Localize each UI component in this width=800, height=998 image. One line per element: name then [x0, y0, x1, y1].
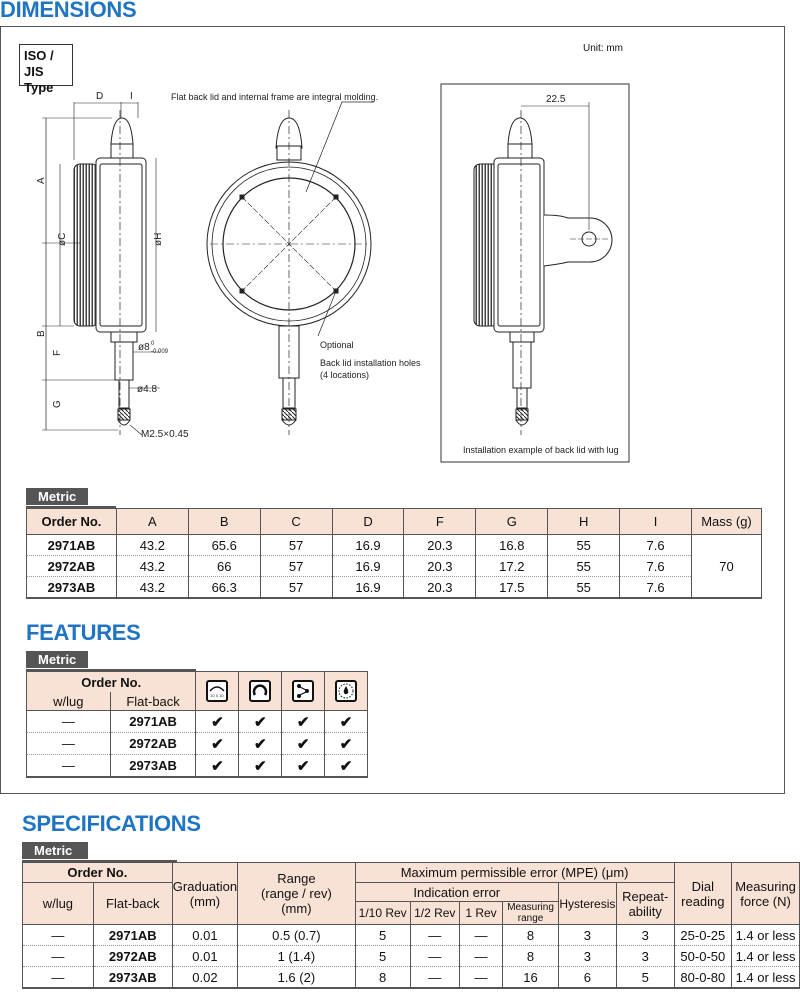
spec-wlug-header: w/lug: [23, 883, 94, 925]
spec-force-header: [732, 863, 800, 925]
spec-graduation-header: [172, 863, 237, 925]
caption-lug: Installation example of back lid with lug: [463, 445, 619, 455]
header-h: H: [548, 509, 620, 535]
table-row: [23, 925, 800, 946]
features-wlug-header: w/lug: [27, 692, 111, 711]
table-row: [27, 577, 762, 599]
dial-reading-cell: 80-0-80: [674, 967, 732, 989]
dim-stem-tol-top: 0: [151, 341, 155, 347]
check-cell: ✔: [239, 733, 282, 755]
wlug-cell: —: [27, 755, 111, 778]
spec-mpe-header: Maximum permissible error (MPE) (μm): [355, 863, 674, 883]
range-cell: 1.6 (2): [238, 967, 356, 989]
feature-icon-cell: [239, 672, 282, 711]
graduation-cell: 0.01: [172, 946, 237, 967]
check-cell: ✔: [196, 755, 239, 778]
value-cell: 16.9: [332, 535, 404, 556]
force-cell: 1.4 or less: [732, 967, 800, 989]
spec-order-no: Order No.: [23, 863, 173, 883]
wlug-cell: —: [23, 946, 94, 967]
dim-thread-label: M2.5×0.45: [141, 429, 189, 440]
dial-line2: reading: [681, 893, 725, 909]
dim-a-label: A: [36, 177, 47, 184]
wlug-cell: —: [23, 967, 94, 989]
value-cell: 55: [548, 577, 620, 599]
spec-header-row-1: [23, 863, 800, 883]
check-cell: ✔: [325, 711, 368, 733]
metric-label: Metric: [38, 652, 77, 667]
flatback-cell: 2972AB: [110, 733, 196, 755]
dim-lug-label: 22.5: [546, 94, 566, 105]
measuring-range-cell: 8: [503, 946, 559, 967]
flatback-cell: 2971AB: [110, 711, 196, 733]
value-cell: 65.6: [188, 535, 260, 556]
header-b: B: [188, 509, 260, 535]
value-cell: 20.3: [404, 556, 476, 577]
order-no-cell: 2971AB: [27, 535, 117, 556]
metric-label: Metric: [38, 489, 77, 504]
rev2-cell: —: [410, 925, 459, 946]
dim-i-label: I: [130, 91, 133, 102]
repeat-line2: ability: [628, 903, 662, 919]
bezel-clamp-icon: [292, 680, 314, 702]
feature-icon-cell: [282, 672, 325, 711]
value-cell: 20.3: [404, 577, 476, 599]
force-line2: force (N): [740, 893, 791, 909]
rev2-cell: —: [410, 946, 459, 967]
spec-repeatability-header: [616, 883, 674, 925]
rev1-cell: —: [459, 925, 502, 946]
check-cell: ✔: [282, 733, 325, 755]
order-no-cell: 2972AB: [27, 556, 117, 577]
dial-line1: Dial: [691, 878, 715, 894]
rev2-cell: —: [410, 967, 459, 989]
range-line3: (mm): [281, 901, 312, 916]
rev10-cell: 5: [355, 925, 410, 946]
spec-dial-header: [674, 863, 732, 925]
table-row: [27, 733, 368, 755]
dim-g-label: G: [52, 400, 63, 408]
hysteresis-cell: 3: [558, 925, 616, 946]
value-cell: 7.6: [620, 556, 692, 577]
range-cell: 1 (1.4): [238, 946, 356, 967]
check-cell: ✔: [239, 711, 282, 733]
rev10-cell: 8: [355, 967, 410, 989]
order-no-cell: 2973AB: [27, 577, 117, 599]
dim-stem-tol-bot: -0.009: [151, 349, 169, 355]
metric-tag-specifications: [22, 842, 88, 859]
value-cell: 20.3: [404, 535, 476, 556]
check-cell: ✔: [196, 711, 239, 733]
dial-reading-cell: 25-0-25: [674, 925, 732, 946]
graduation-line2: (mm): [189, 893, 221, 909]
unit-label: Unit: mm: [583, 43, 623, 54]
check-cell: ✔: [239, 755, 282, 778]
type-label-line1: ISO / JIS: [24, 48, 54, 79]
note-optional: Optional: [320, 340, 354, 350]
dim-d-label: D: [96, 91, 104, 102]
spec-indication-header: Indication error: [355, 883, 558, 902]
rev1-cell: —: [459, 967, 502, 989]
dim-stem-label: ø8: [138, 342, 150, 353]
features-table: [26, 671, 368, 778]
features-heading: FEATURES: [26, 620, 141, 645]
header-g: G: [476, 509, 548, 535]
flatback-cell: 2973AB: [110, 755, 196, 778]
water-drop-icon: [335, 680, 357, 702]
measuring-range-cell: 8: [503, 925, 559, 946]
table-row: [27, 755, 368, 778]
value-cell: 17.2: [476, 556, 548, 577]
value-cell: 43.2: [116, 556, 188, 577]
repeatability-cell: 3: [616, 925, 674, 946]
spec-rev10-header: 1/10 Rev: [355, 902, 410, 925]
metric-tag-features: [26, 651, 88, 668]
features-flatback-header: Flat-back: [110, 692, 196, 711]
value-cell: 66.3: [188, 577, 260, 599]
value-cell: 43.2: [116, 535, 188, 556]
dim-b-label: B: [36, 330, 47, 337]
note-holes-2: (4 locations): [320, 370, 370, 380]
range-cell: 0.5 (0.7): [238, 925, 356, 946]
flatback-cell: 2973AB: [93, 967, 172, 989]
range-line2: (range / rev): [260, 886, 332, 901]
note-integral: Flat back lid and internal frame are integral molding.: [171, 92, 379, 102]
value-cell: 17.5: [476, 577, 548, 599]
repeat-line1: Repeat-: [622, 888, 669, 904]
table-row: [27, 556, 762, 577]
specifications-table: [22, 862, 800, 989]
dim-c-label: øC: [57, 232, 68, 246]
technical-drawing: [0, 80, 785, 470]
graduation-cell: 0.02: [172, 967, 237, 989]
value-cell: 16.8: [476, 535, 548, 556]
value-cell: 57: [260, 577, 332, 599]
value-cell: 16.9: [332, 556, 404, 577]
spec-measuring-range-header: Measuring range: [503, 902, 559, 925]
value-cell: 16.9: [332, 577, 404, 599]
feature-icon-cell: [325, 672, 368, 711]
force-cell: 1.4 or less: [732, 925, 800, 946]
check-cell: ✔: [196, 733, 239, 755]
flatback-cell: 2971AB: [93, 925, 172, 946]
dim-f-label: F: [52, 349, 63, 356]
lug-view: [474, 102, 612, 435]
check-cell: ✔: [282, 755, 325, 778]
header-d: D: [332, 509, 404, 535]
type-label-line2: Type: [24, 80, 54, 95]
header-a: A: [116, 509, 188, 535]
spec-rev1-header: 1 Rev: [459, 902, 502, 925]
force-line1: Measuring: [735, 878, 796, 894]
graduation-line1: Graduation: [172, 878, 238, 894]
features-header-row: [27, 672, 368, 693]
rev10-cell: 5: [355, 946, 410, 967]
value-cell: 7.6: [620, 577, 692, 599]
dial-reading-cell: 50-0-50: [674, 946, 732, 967]
dim-tip-label: ø4.8: [137, 384, 158, 395]
mass-cell: 70: [691, 535, 761, 599]
check-cell: ✔: [282, 711, 325, 733]
hysteresis-cell: 3: [558, 946, 616, 967]
header-c: C: [260, 509, 332, 535]
table-row: [27, 535, 762, 556]
repeatability-cell: 3: [616, 946, 674, 967]
revolution-counter-icon: [249, 680, 271, 702]
table-row: [23, 946, 800, 967]
check-cell: ✔: [325, 733, 368, 755]
value-cell: 43.2: [116, 577, 188, 599]
wlug-cell: —: [27, 733, 111, 755]
graduation-cell: 0.01: [172, 925, 237, 946]
header-mass: Mass (g): [691, 509, 761, 535]
table-row: [27, 711, 368, 733]
dimensions-heading: DIMENSIONS: [0, 0, 137, 22]
dial-icon-scale: 10 0 10: [210, 693, 225, 698]
range-line1: Range: [277, 871, 316, 886]
features-order-no: Order No.: [27, 672, 196, 693]
metric-tag-dimensions: [26, 488, 88, 505]
value-cell: 57: [260, 535, 332, 556]
spec-rev2-header: 1/2 Rev: [410, 902, 459, 925]
feature-icon-cell: [196, 672, 239, 711]
specifications-heading: SPECIFICATIONS: [22, 811, 201, 836]
value-cell: 66: [188, 556, 260, 577]
dial-icon: [206, 680, 228, 702]
metric-label: Metric: [34, 843, 73, 858]
force-cell: 1.4 or less: [732, 946, 800, 967]
spec-hysteresis-header: Hysteresis: [558, 883, 616, 925]
header-order-no: Order No.: [27, 509, 117, 535]
hysteresis-cell: 6: [558, 967, 616, 989]
front-view: [207, 102, 374, 435]
value-cell: 55: [548, 556, 620, 577]
measuring-range-cell: 16: [503, 967, 559, 989]
dim-h-label: øH: [153, 232, 164, 246]
repeatability-cell: 5: [616, 967, 674, 989]
dimensions-header-row: [27, 509, 762, 535]
rev1-cell: —: [459, 946, 502, 967]
dimensions-table: [26, 508, 762, 599]
note-holes-1: Back lid installation holes: [320, 358, 421, 368]
wlug-cell: —: [27, 711, 111, 733]
flatback-cell: 2972AB: [93, 946, 172, 967]
spec-flatback-header: Flat-back: [93, 883, 172, 925]
header-f: F: [404, 509, 476, 535]
spec-range-header: [238, 863, 356, 925]
wlug-cell: —: [23, 925, 94, 946]
value-cell: 55: [548, 535, 620, 556]
check-cell: ✔: [325, 755, 368, 778]
header-i: I: [620, 509, 692, 535]
value-cell: 57: [260, 556, 332, 577]
table-row: [23, 967, 800, 989]
value-cell: 7.6: [620, 535, 692, 556]
